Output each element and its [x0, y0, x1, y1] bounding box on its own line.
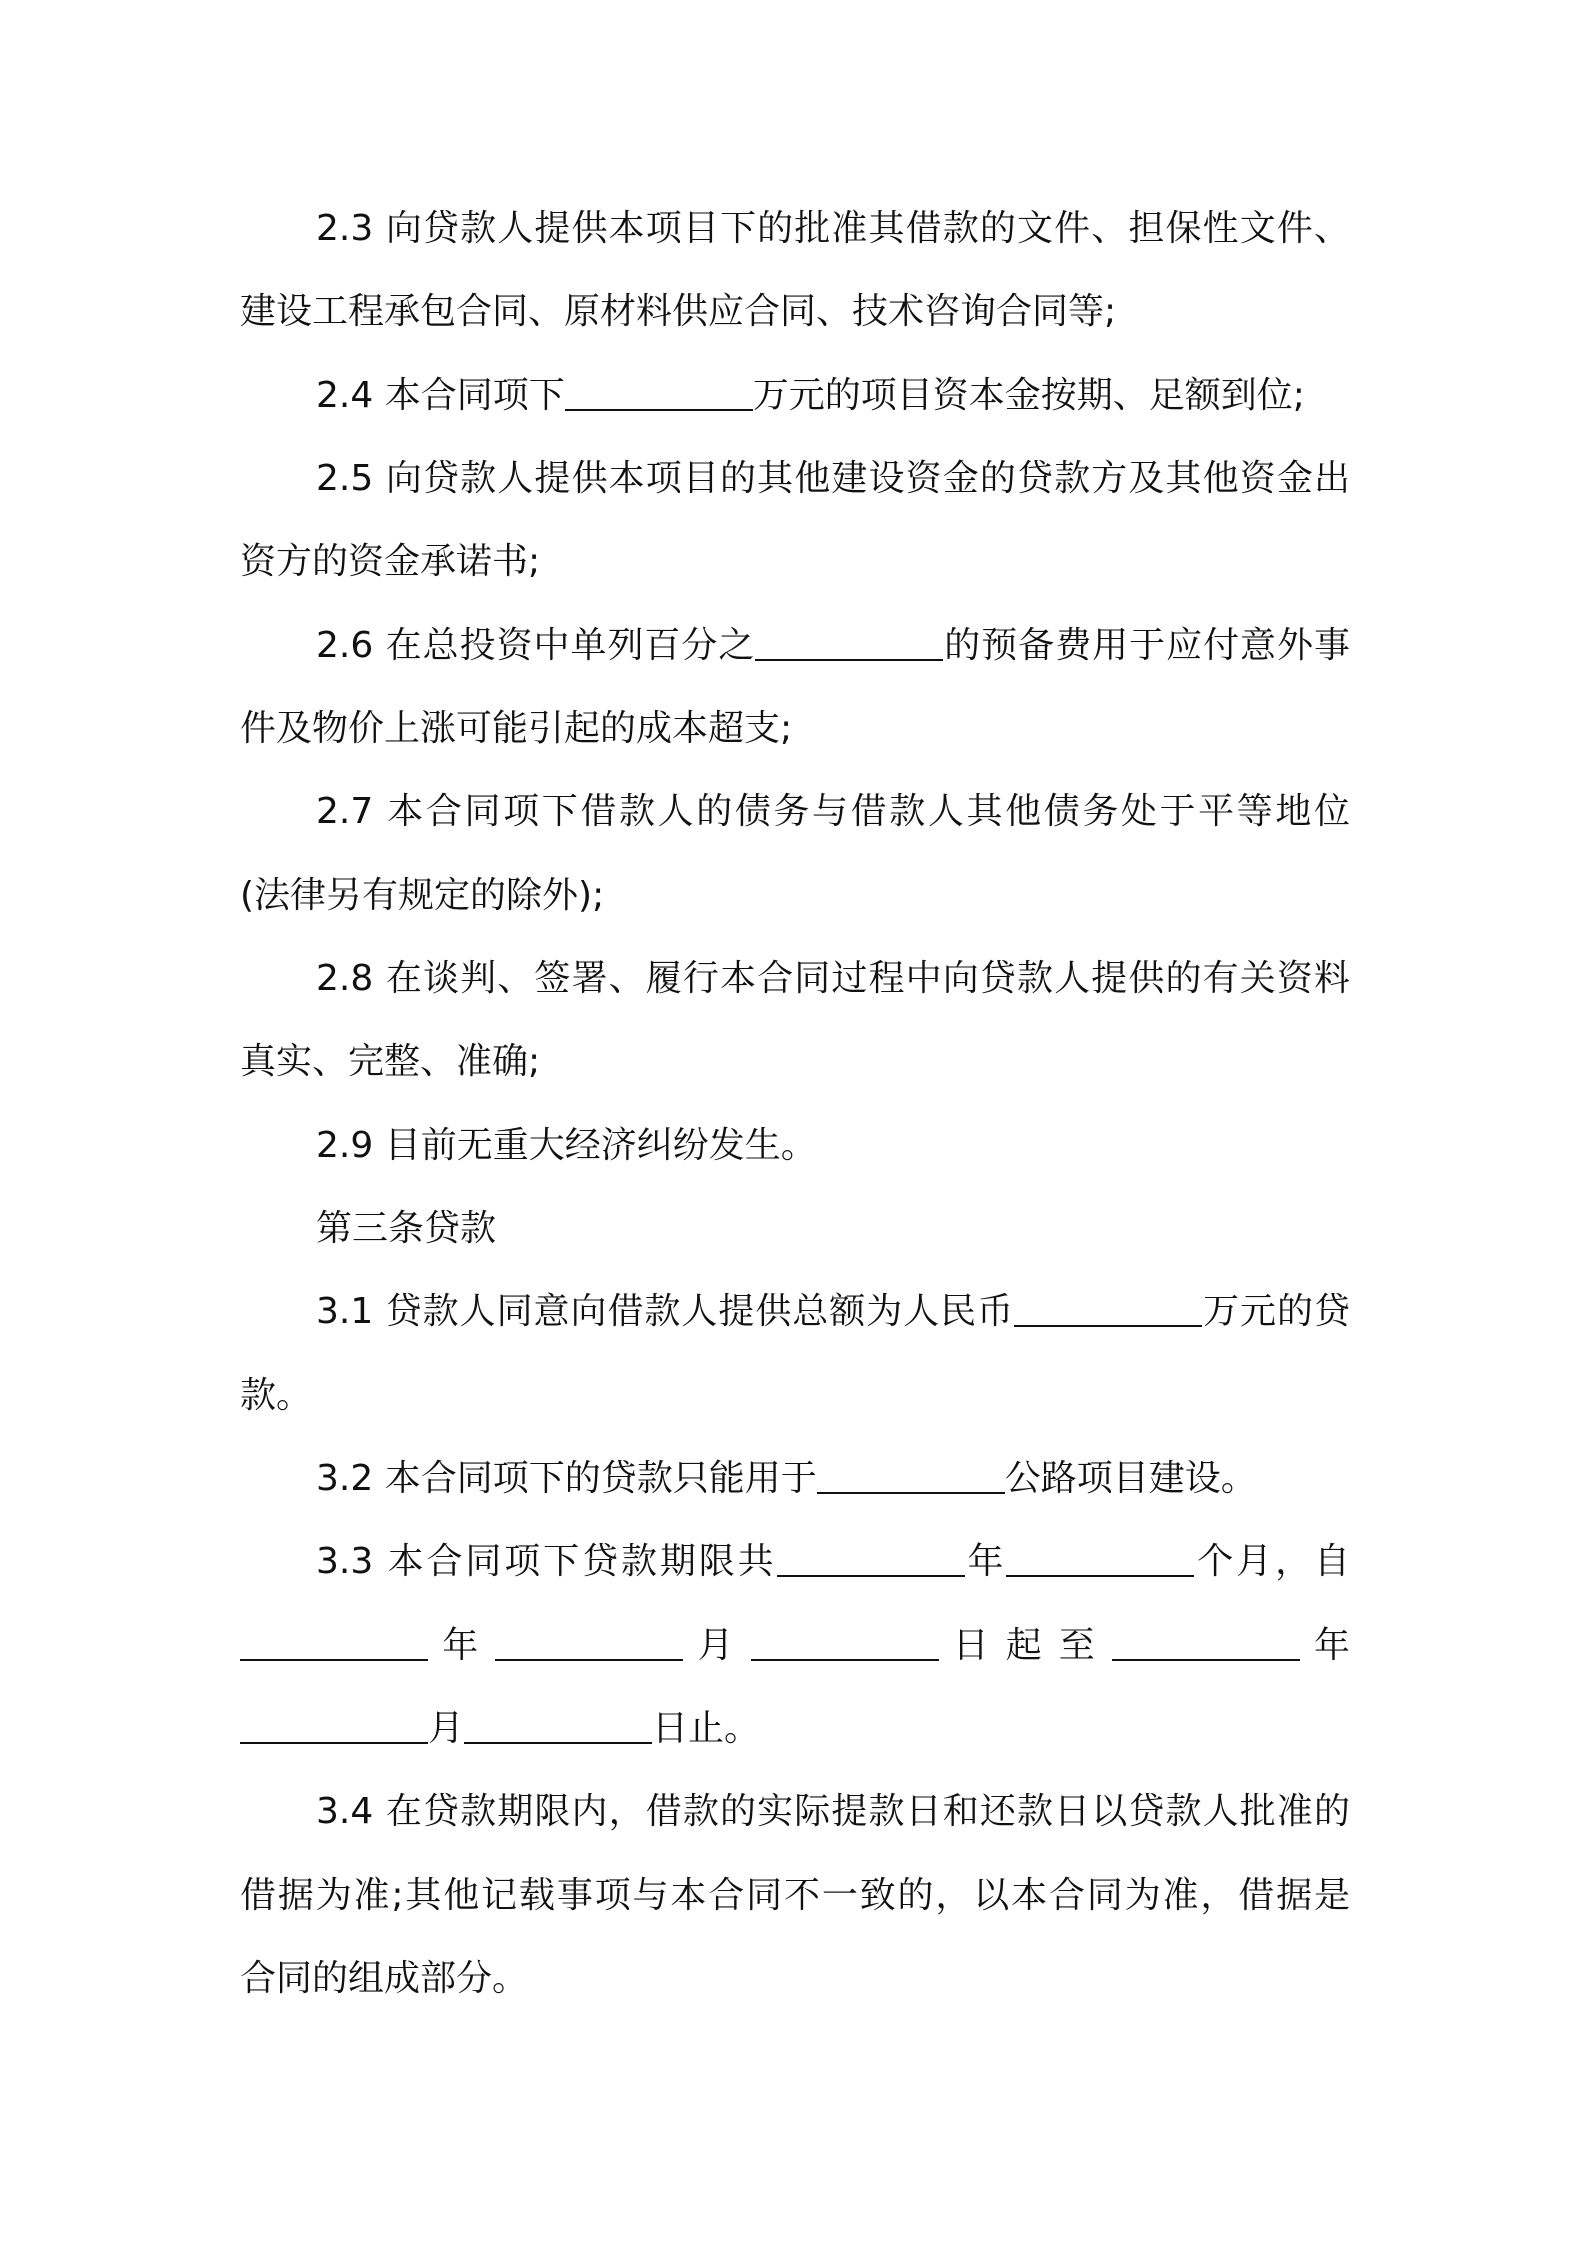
- fill-in-blank: [817, 1456, 1005, 1494]
- clause-2-8-line-1: 2.8 在谈判、签署、履行本合同过程中向贷款人提供的有关资料: [316, 958, 1350, 999]
- fill-in-blank: [240, 1623, 428, 1661]
- clause-2-6-line-2: 件及物价上涨可能引起的成本超支;: [240, 708, 793, 749]
- clause-2-9-line-1: 2.9 目前无重大经济纠纷发生。: [316, 1125, 817, 1166]
- clause-2-4-text-before: 2.4 本合同项下: [316, 375, 565, 416]
- clause-3-2-text-before: 3.2 本合同项下的贷款只能用于: [316, 1458, 817, 1499]
- clause-2-3-line-2: 建设工程承包合同、原材料供应合同、技术咨询合同等;: [240, 291, 1117, 332]
- clause-2-7-line-2: (法律另有规定的除外);: [240, 875, 605, 916]
- fill-in-blank: [755, 623, 943, 661]
- fill-in-blank: [565, 373, 753, 411]
- clause-2-7-line-1: 2.7 本合同项下借款人的债务与借款人其他债务处于平等地位: [316, 791, 1350, 832]
- fill-in-blank: [240, 1706, 428, 1744]
- clause-3-2-line-1: [316, 1455, 1350, 1503]
- fill-in-blank: [1112, 1623, 1300, 1661]
- clause-2-3-line-1: 2.3 向贷款人提供本项目下的批准其借款的文件、担保性文件、: [316, 208, 1350, 249]
- clause-3-3-year-label-2: 年: [442, 1625, 482, 1666]
- clause-2-5-line-2: 资方的资金承诺书;: [240, 541, 541, 582]
- fill-in-blank: [464, 1706, 652, 1744]
- fill-in-blank: [751, 1623, 939, 1661]
- clause-2-6-text-before: 2.6 在总投资中单列百分之: [316, 625, 756, 666]
- clause-3-1-text-after: 万元的贷: [1202, 1291, 1350, 1332]
- fill-in-blank: [495, 1623, 683, 1661]
- clause-3-3-day-end-label: 日止。: [652, 1708, 761, 1749]
- clause-3-1-line-2: 款。: [240, 1375, 313, 1416]
- clause-3-3-month-label-2: 月: [697, 1625, 737, 1666]
- clause-3-4-line-2: 借据为准;其他记载事项与本合同不一致的，以本合同为准，借据是: [240, 1875, 1350, 1916]
- clause-3-3-line-3: [240, 1705, 1350, 1753]
- clause-2-5-line-1: 2.5 向贷款人提供本项目的其他建设资金的贷款方及其他资金出: [316, 458, 1350, 499]
- fill-in-blank: [777, 1539, 965, 1577]
- clause-3-3-text-before: 3.3 本合同项下贷款期限共: [316, 1541, 777, 1582]
- clause-3-3-line-1: [316, 1538, 1350, 1586]
- clause-3-3-line-2: [240, 1622, 1350, 1670]
- clause-2-4-line-1: [316, 372, 1350, 420]
- clause-3-3-month-label: 个月，自: [1194, 1541, 1350, 1582]
- clause-2-6-line-1: [316, 622, 1350, 670]
- clause-2-6-text-after: 的预备费用于应付意外事: [943, 625, 1350, 666]
- clause-3-1-text-before: 3.1 贷款人同意向借款人提供总额为人民币: [316, 1291, 1015, 1332]
- clause-3-3-month-label-3: 月: [428, 1708, 465, 1749]
- clause-3-3-day-from-label: 日 起 至: [952, 1625, 1098, 1666]
- fill-in-blank: [1006, 1539, 1194, 1577]
- clause-3-2-text-after: 公路项目建设。: [1004, 1458, 1257, 1499]
- fill-in-blank: [1014, 1289, 1202, 1327]
- article-3-title: 第三条贷款: [316, 1208, 497, 1249]
- clause-3-3-year-label: 年: [964, 1541, 1007, 1582]
- clause-2-4-text-after: 万元的项目资本金按期、足额到位;: [752, 375, 1305, 416]
- clause-2-8-line-2: 真实、完整、准确;: [240, 1041, 541, 1082]
- clause-3-3-year-label-3: 年: [1313, 1625, 1350, 1666]
- clause-3-1-line-1: [316, 1288, 1350, 1336]
- clause-3-4-line-1: 3.4 在贷款期限内，借款的实际提款日和还款日以贷款人批准的: [316, 1791, 1350, 1832]
- clause-3-4-line-3: 合同的组成部分。: [240, 1958, 529, 1999]
